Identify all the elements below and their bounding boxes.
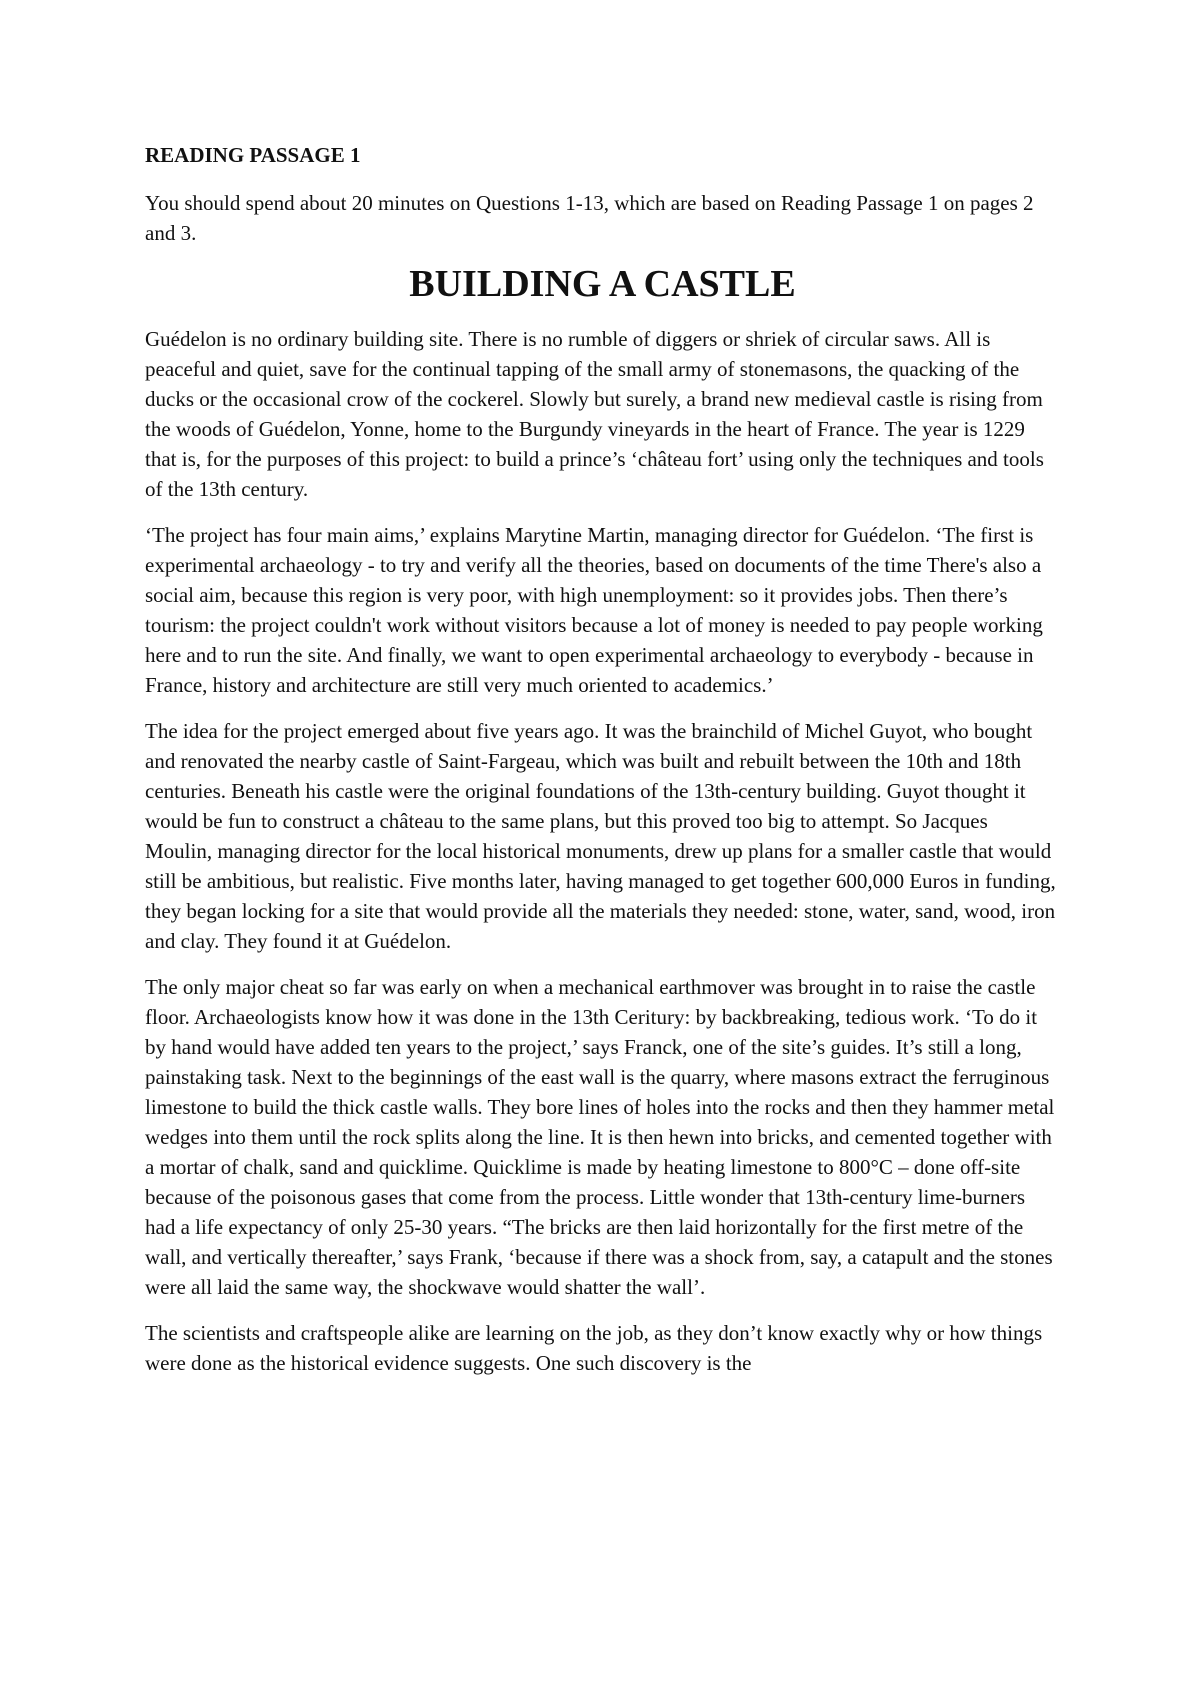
- passage-title: BUILDING A CASTLE: [409, 263, 796, 305]
- paragraph-4: The only major cheat so far was early on when a mechanical earthmover was brought in to raise the castle floor. Archaeologists know how it was done in the 13th Ceritury: by backbreaking, tedious work. ‘To do it by hand would have added ten years to the project,’ says Franck, one of the site’s guides. It’s still a long, painstaking task. Next to the beginnings of the east wall is the quarry, where masons extract the ferruginous limestone to build the thick castle walls. They bore lines of holes into the rocks and then they hammer metal wedges into them until the rock splits along the line. It is then hewn into bricks, and cemented together with a mortar of chalk, sand and quicklime. Quicklime is made by heating limestone to 800°C – done off-site because of the poisonous gases that come from the process. Little wonder that 13th-century lime-burners had a life expectancy of only 25-30 years. “The bricks are then laid horizontally for the first metre of the wall, and vertically thereafter,’ says Frank, ‘because if there was a shock from, say, a catapult and the stones were all laid the same way, the shockwave would shatter the wall’.: [145, 975, 1055, 1299]
- paragraph-3: The idea for the project emerged about five years ago. It was the brainchild of Michel Guyot, who bought and renovated the nearby castle of Saint-Fargeau, which was built and rebuilt between the 10th and 18th centuries. Beneath his castle were the original foundations of the 13th-century building. Guyot thought it would be fun to construct a château to the same plans, but this proved too big to attempt. So Jacques Moulin, managing director for the local historical monuments, drew up plans for a smaller castle that would still be ambitious, but realistic. Five months later, having managed to get together 600,000 Euros in funding, they began locking for a site that would provide all the materials they needed: stone, water, sand, wood, iron and clay. They found it at Guédelon.: [145, 719, 1056, 953]
- document-page: [145, 140, 1060, 1394]
- section-label: READING PASSAGE 1: [145, 143, 361, 167]
- instructions: You should spend about 20 minutes on Questions 1-13, which are based on Reading Passage 1 on pages 2 and 3.: [145, 191, 1034, 245]
- paragraph-5: The scientists and craftspeople alike are learning on the job, as they don’t know exactly why or how things were done as the historical evidence suggests. One such discovery is the: [145, 1321, 1043, 1375]
- paragraph-1: Guédelon is no ordinary building site. There is no rumble of diggers or shriek of circular saws. All is peaceful and quiet, save for the continual tapping of the small army of stonemasons, the quacking of the ducks or the occasional crow of the cockerel. Slowly but surely, a brand new medieval castle is rising from the woods of Guédelon, Yonne, home to the Burgundy vineyards in the heart of France. The year is 1229 that is, for the purposes of this project: to build a prince’s ‘château fort’ using only the techniques and tools of the 13th century.: [145, 327, 1044, 501]
- paragraph-2: ‘The project has four main aims,’ explains Marytine Martin, managing director for Guédelon. ‘The first is experimental archaeology - to try and verify all the theories, based on documents of the time There's also a social aim, because this region is very poor, with high unemployment: so it provides jobs. Then there’s tourism: the project couldn't work without visitors because a lot of money is needed to pay people working here and to run the site. And finally, we want to open experimental archaeology to everybody - because in France, history and architecture are still very much oriented to academics.’: [145, 523, 1043, 697]
